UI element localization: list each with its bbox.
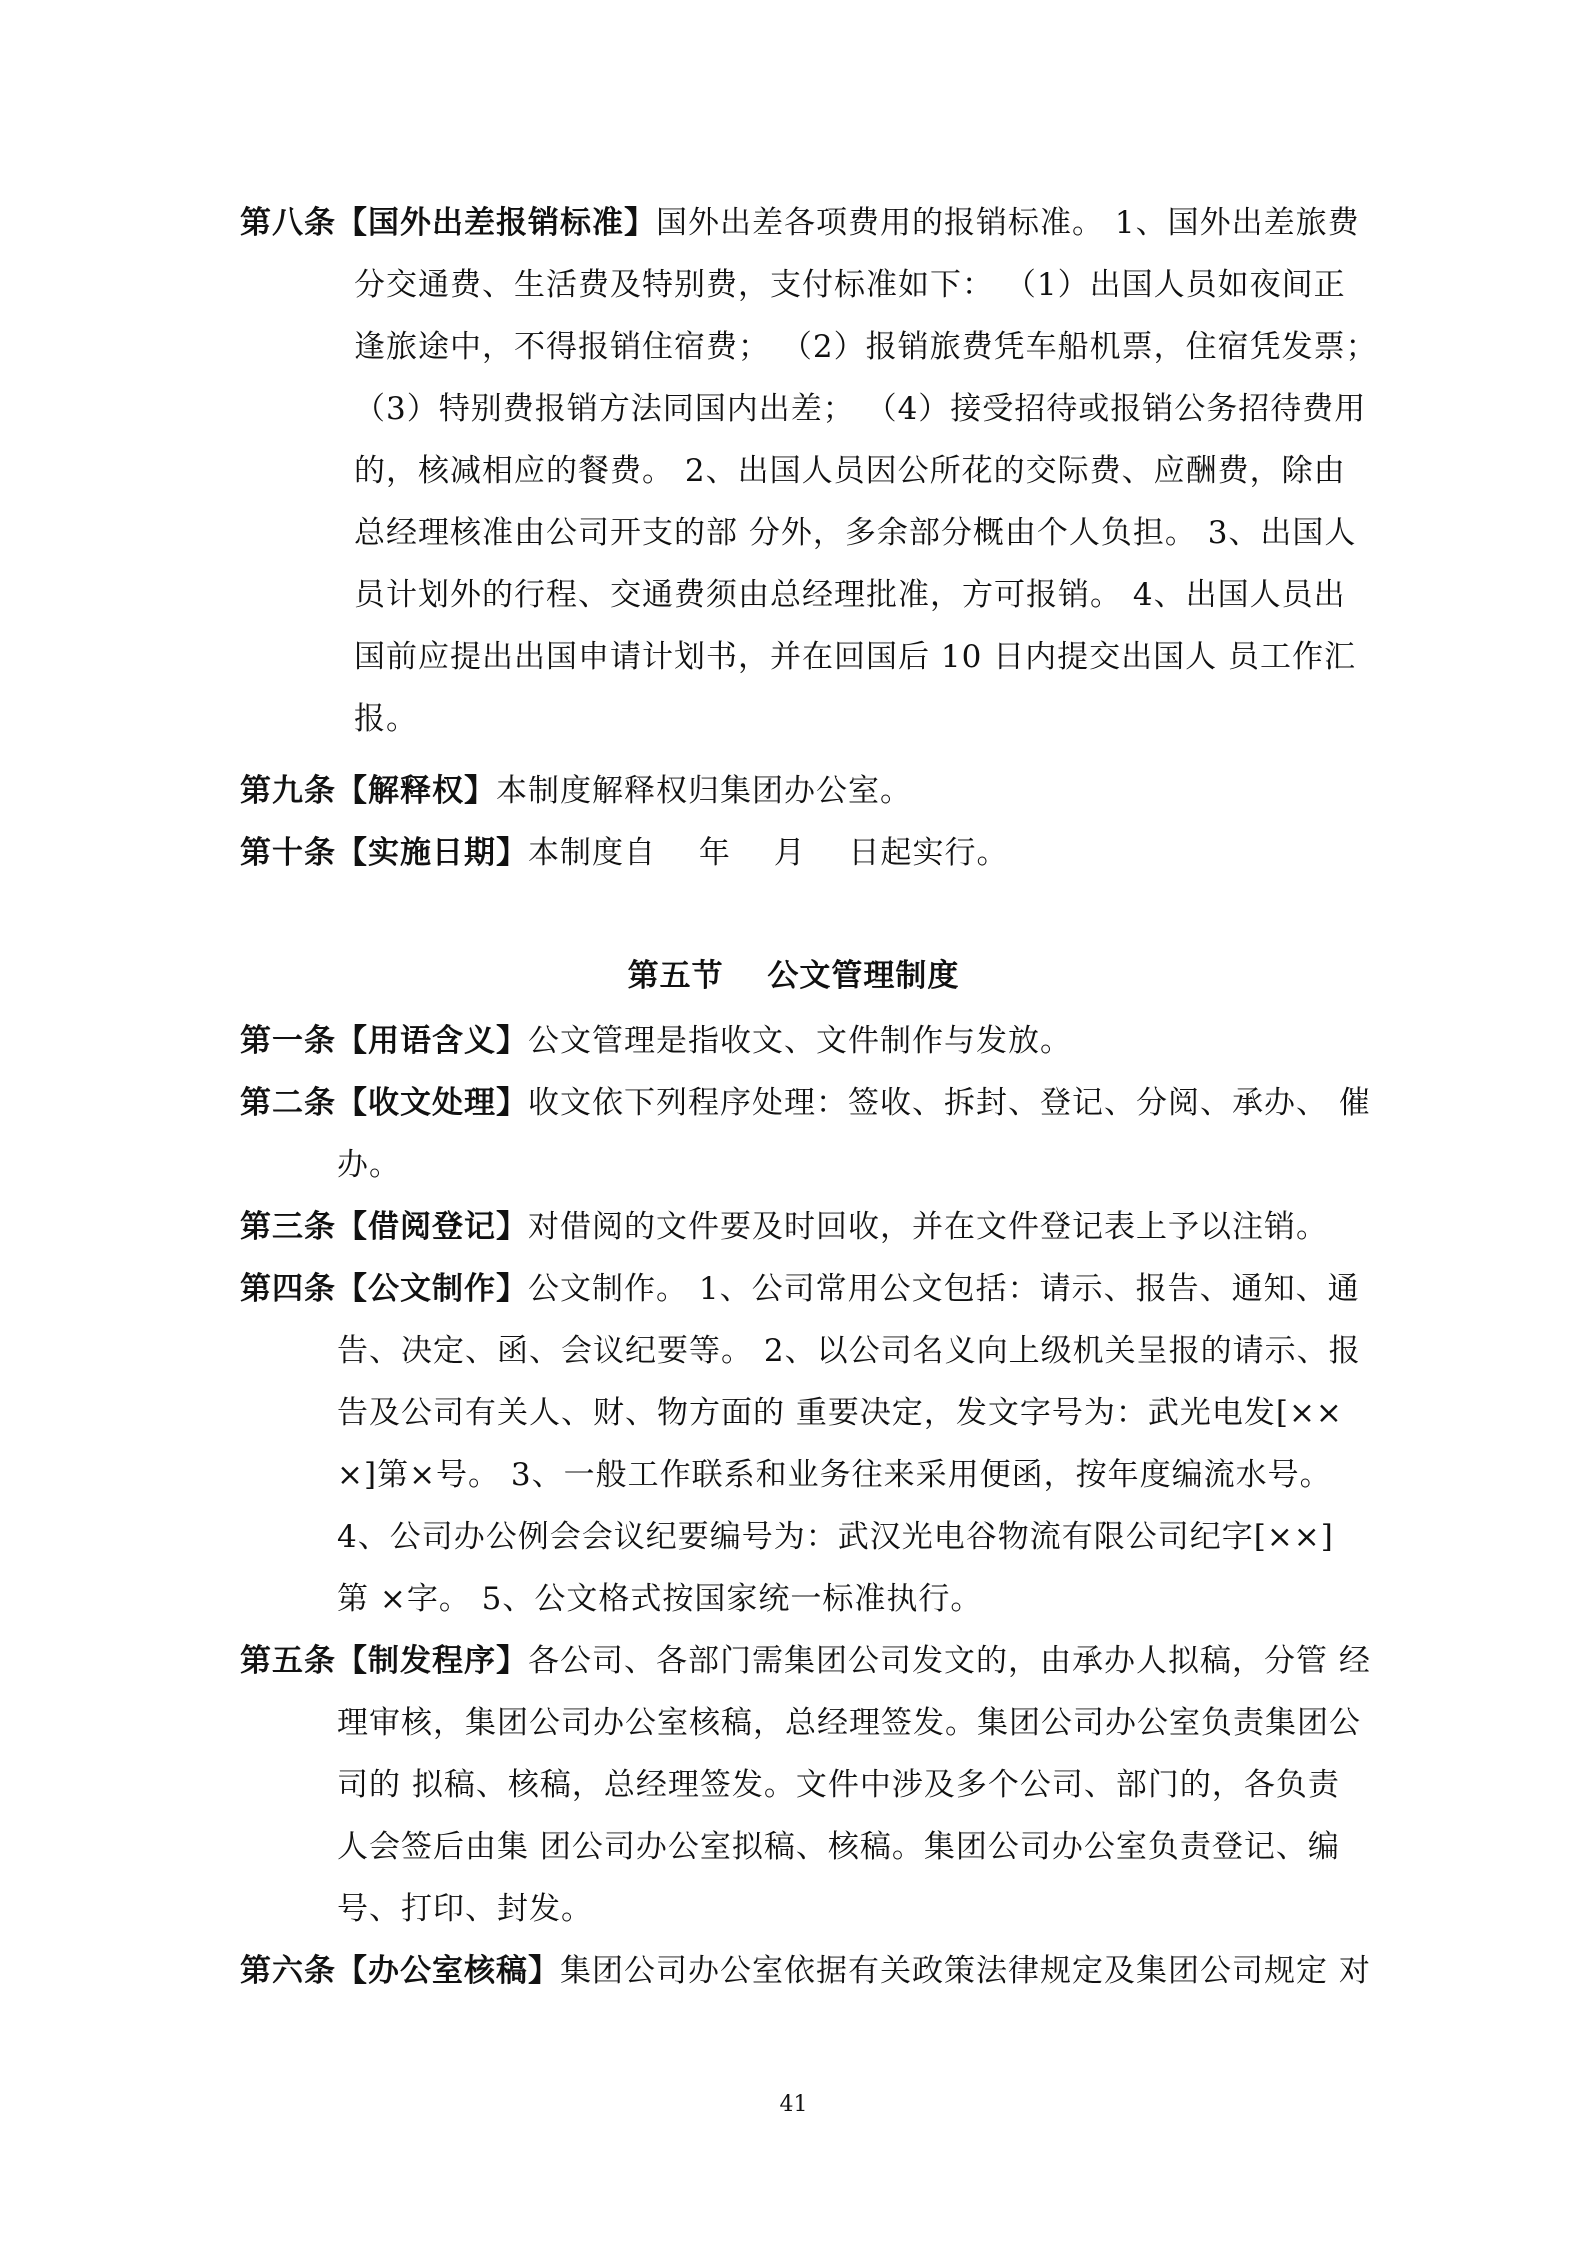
article-line	[240, 1258, 1360, 1320]
article-line	[240, 1940, 1371, 2002]
article-8	[240, 192, 1378, 750]
article-line	[240, 1196, 1350, 1258]
article-line: 4、公司办公例会会议纪要编号为：武汉光电谷物流有限公司纪字[××]	[337, 1519, 1334, 1555]
article-line	[240, 1630, 1371, 1692]
section-article-2	[240, 1072, 1371, 1196]
article-text: 对借阅的文件要及时回收，并在文件登记表上予以注销。	[528, 1209, 1328, 1245]
article-text: 集团公司办公室依据有关政策法律规定及集团公司规定 对	[560, 1953, 1371, 1989]
article-line: 告及公司有关人、财、物方面的 重要决定，发文字号为：武光电发[××	[337, 1395, 1343, 1431]
article-text: 各公司、各部门需集团公司发文的，由承办人拟稿，分管 经	[528, 1643, 1371, 1679]
article-text: 收文依下列程序处理：签收、拆封、登记、分阅、承办、 催	[528, 1085, 1371, 1121]
article-heading: 第二条【收文处理】	[240, 1085, 528, 1121]
article-10	[240, 822, 1350, 884]
article-text: 公文管理是指收文、文件制作与发放。	[528, 1023, 1072, 1059]
section-article-1	[240, 1010, 1350, 1072]
article-line: 员计划外的行程、交通费须由总经理批准，方可报销。 4、出国人员出	[354, 577, 1346, 613]
article-heading: 第三条【借阅登记】	[240, 1209, 528, 1245]
article-line: 的，核减相应的餐费。 2、出国人员因公所花的交际费、应酬费，除由	[354, 453, 1346, 489]
article-line	[240, 1010, 1350, 1072]
article-line	[240, 760, 1350, 822]
article-text: 本制度自 年 月 日起实行。	[528, 835, 1009, 871]
article-heading: 第十条【实施日期】	[240, 835, 528, 871]
article-line: 总经理核准由公司开支的部 分外，多余部分概由个人负担。 3、出国人	[354, 515, 1357, 551]
section-article-5	[240, 1630, 1371, 1940]
article-line: 报。	[354, 701, 418, 737]
article-heading: 第五条【制发程序】	[240, 1643, 528, 1679]
article-line: 人会签后由集 团公司办公室拟稿、核稿。集团公司办公室负责登记、编	[337, 1829, 1340, 1865]
article-line	[240, 822, 1350, 884]
article-line: 理审核，集团公司办公室核稿，总经理签发。集团公司办公室负责集团公	[337, 1705, 1361, 1741]
article-heading: 第一条【用语含义】	[240, 1023, 528, 1059]
article-line	[240, 1072, 1371, 1134]
article-line: ×]第×号。 3、一般工作联系和业务往来采用便函，按年度编流水号。	[337, 1457, 1332, 1493]
article-text: 国外出差各项费用的报销标准。 1、国外出差旅费	[656, 205, 1360, 241]
article-line: 号、打印、封发。	[337, 1891, 593, 1927]
section-title: 第五节 公文管理制度	[627, 958, 960, 994]
section-article-3	[240, 1196, 1350, 1258]
article-line: 逢旅途中，不得报销住宿费； （2）报销旅费凭车船机票，住宿凭发票；	[354, 329, 1378, 365]
article-line: 告、决定、函、会议纪要等。 2、以公司名义向上级机关呈报的请示、报	[337, 1333, 1361, 1369]
section-article-4	[240, 1258, 1361, 1630]
article-heading: 第八条【国外出差报销标准】	[240, 205, 656, 241]
article-heading: 第四条【公文制作】	[240, 1271, 528, 1307]
article-line: （3）特别费报销方法同国内出差； （4）接受招待或报销公务招待费用	[354, 391, 1367, 427]
article-line: 第 ×字。 5、公文格式按国家统一标准执行。	[337, 1581, 983, 1617]
article-text: 公文制作。 1、公司常用公文包括：请示、报告、通知、通	[528, 1271, 1360, 1307]
article-heading: 第九条【解释权】	[240, 773, 496, 809]
article-line	[240, 192, 1360, 254]
article-line: 司的 拟稿、核稿，总经理签发。文件中涉及多个公司、部门的，各负责	[337, 1767, 1340, 1803]
page-number: 41	[779, 2092, 808, 2117]
article-line: 办。	[337, 1147, 401, 1183]
section-article-6	[240, 1940, 1371, 2002]
article-text: 本制度解释权归集团办公室。	[496, 773, 912, 809]
article-9	[240, 760, 1350, 822]
article-heading: 第六条【办公室核稿】	[240, 1953, 560, 1989]
article-line: 分交通费、生活费及特别费，支付标准如下： （1）出国人员如夜间正	[354, 267, 1346, 303]
article-line: 国前应提出出国申请计划书，并在回国后 10 日内提交出国人 员工作汇	[354, 639, 1357, 675]
